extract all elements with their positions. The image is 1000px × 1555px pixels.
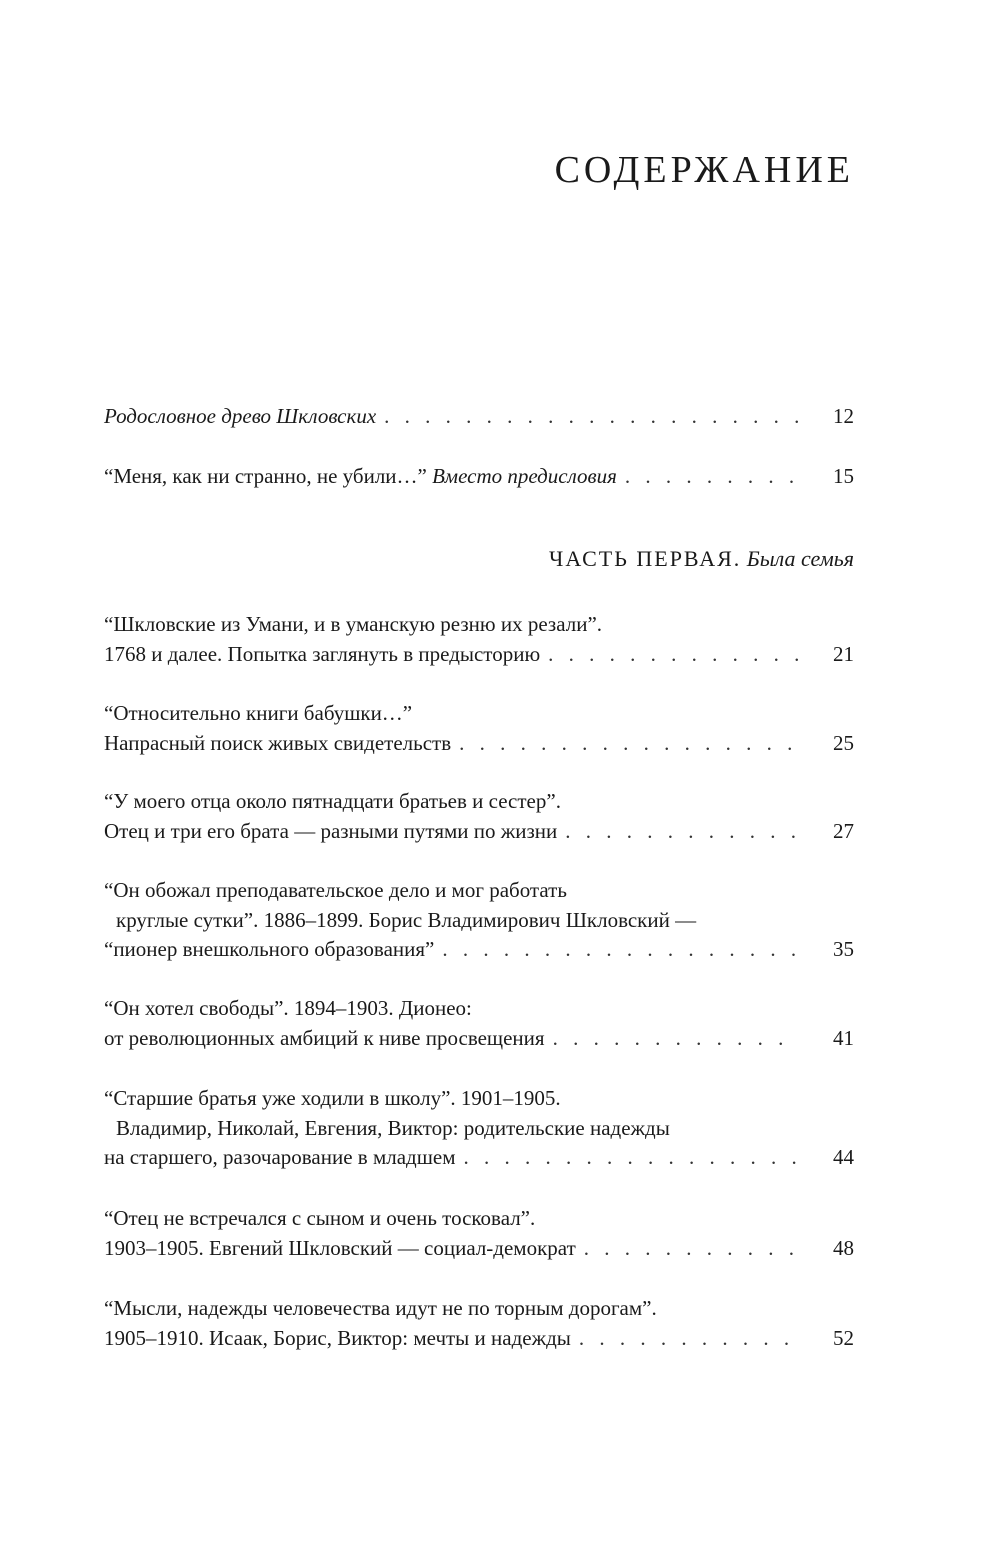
toc-entry-line: “Шкловские из Умани, и в уманскую резню их резали”. [104, 612, 603, 636]
page-number: 21 [833, 641, 854, 666]
toc-entry-line: “Старшие братья уже ходили в школу”. 1901–1905. [104, 1086, 561, 1110]
dot-leader [579, 1324, 798, 1354]
toc-entry-7[interactable] [104, 1294, 854, 1353]
dot-leader [459, 729, 798, 759]
toc-entry-6[interactable] [104, 1204, 854, 1263]
toc-entry-last-line: “пионер внешкольного образования” . . . 35 [104, 935, 854, 965]
toc-entry-4[interactable] [104, 994, 854, 1053]
part-label: ЧАСТЬ ПЕРВАЯ. [549, 546, 742, 571]
toc-entry-line: “Отец не встречался с сыном и очень тосковал”. [104, 1206, 536, 1230]
toc-entry-last-line: на старшего, разочарование в младшем . . . 44 [104, 1143, 854, 1173]
page-number: 35 [833, 937, 854, 961]
dot-leader [565, 817, 798, 847]
toc-entry-italic-text: Вместо предисловия [432, 464, 617, 488]
dot-leader [584, 1234, 798, 1264]
toc-entry-line [104, 462, 854, 492]
page-number: 44 [833, 1145, 854, 1169]
dot-leader [553, 1024, 798, 1054]
toc-entry-text: “Меня, как ни странно, не убили…” [104, 464, 433, 488]
dot-leader [442, 935, 798, 965]
toc-entry-line: “Он обожал преподавательское дело и мог работать [104, 878, 567, 902]
toc-entry-line: Владимир, Николай, Евгения, Виктор: родительские надежды [116, 1115, 670, 1140]
toc-entry-2[interactable] [104, 787, 854, 846]
page-number: 52 [833, 1325, 854, 1350]
dot-leader [464, 1143, 798, 1173]
toc-entry-line: “У моего отца около пятнадцати братьев и сестер”. [104, 789, 561, 813]
toc-entry-line: “Мысли, надежды человечества идут не по торным дорогам”. [104, 1296, 657, 1320]
page-number: 25 [833, 730, 854, 755]
toc-entry-line: “Он хотел свободы”. 1894–1903. Дионео: [104, 996, 472, 1020]
toc-entry-last-line: Отец и три его брата — разными путями по жизни . . . 27 [104, 817, 854, 847]
toc-entry-1[interactable] [104, 699, 854, 758]
toc-entry-italic-text: Родословное древо Шкловских [104, 404, 377, 428]
toc-entry-0[interactable] [104, 610, 854, 669]
page-number: 15 [833, 464, 854, 488]
toc-entry-last-line: 1768 и далее. Попытка заглянуть в предысторию . . . 21 [104, 640, 854, 670]
page-number: 27 [833, 818, 854, 843]
dot-leader [384, 402, 798, 432]
page-number: 48 [833, 1235, 854, 1260]
toc-entry-line: “Относительно книги бабушки…” [104, 701, 413, 725]
toc-entry-last-line: 1905–1910. Исаак, Борис, Виктор: мечты и надежды . . . 52 [104, 1324, 854, 1354]
toc-entry-front-0[interactable] [104, 402, 854, 432]
dot-leader [625, 462, 798, 492]
toc-entry-last-line: от революционных амбиций к ниве просвещения . . . 41 [104, 1024, 854, 1054]
toc-entry-front-1[interactable] [104, 462, 854, 492]
toc-entry-line: круглые сутки”. 1886–1899. Борис Владимирович Шкловский — [116, 907, 697, 932]
toc-entry-last-line: 1903–1905. Евгений Шкловский — социал-демократ . . . 48 [104, 1234, 854, 1264]
dot-leader [548, 640, 798, 670]
toc-entry-3[interactable] [104, 876, 854, 965]
page-number: 12 [833, 404, 854, 428]
part-name: Была семья [746, 546, 854, 571]
page-title: СОДЕРЖАНИЕ [554, 149, 854, 191]
page-number: 41 [833, 1025, 854, 1050]
part-heading [549, 546, 854, 572]
toc-entry-line [104, 402, 854, 432]
toc-entry-5[interactable] [104, 1084, 854, 1173]
toc-entry-last-line: Напрасный поиск живых свидетельств . . . 25 [104, 729, 854, 759]
